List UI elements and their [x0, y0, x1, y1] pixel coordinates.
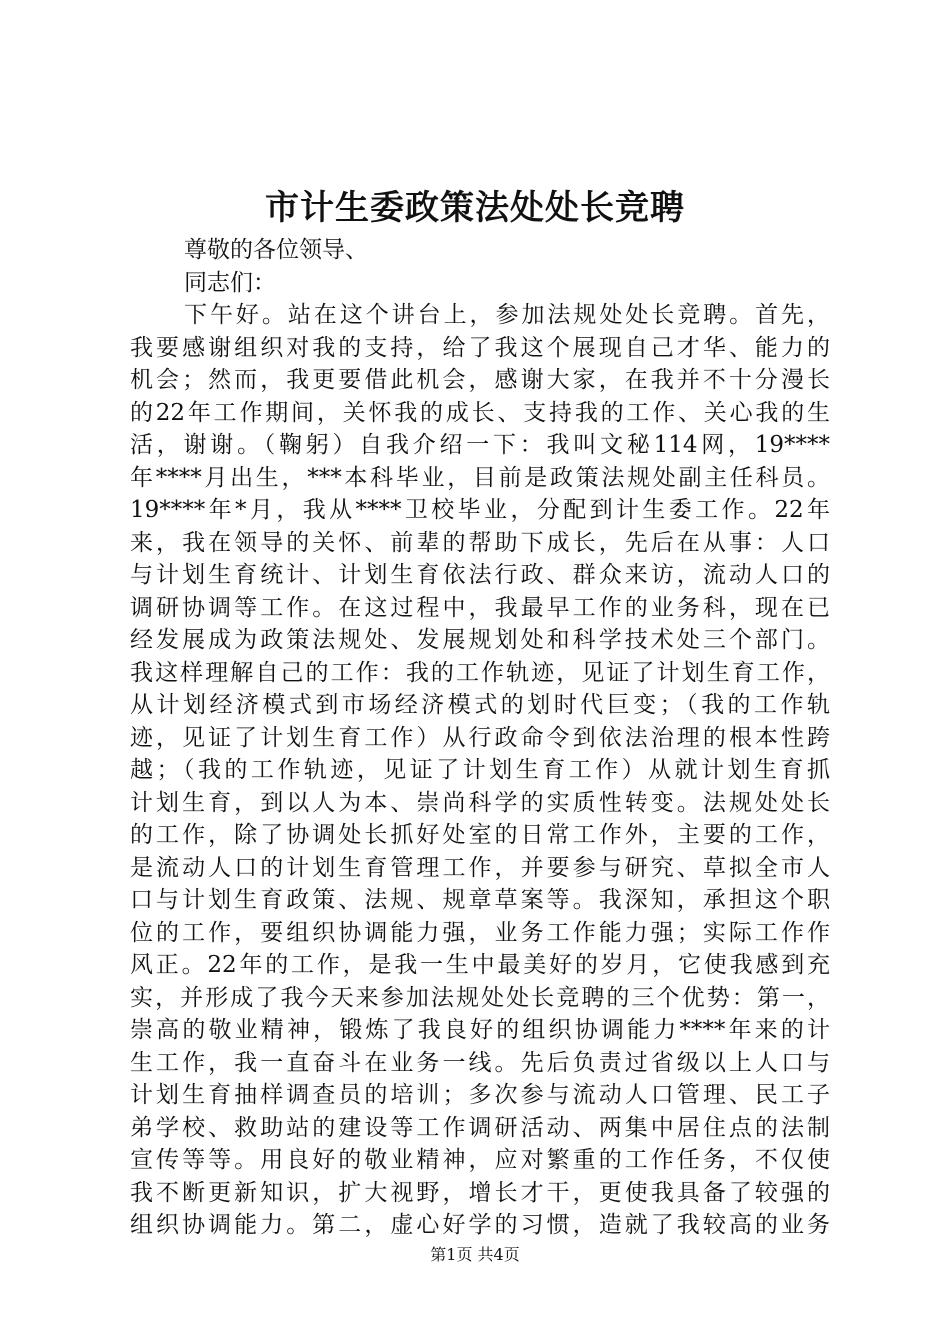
body-line: 来，我在领导的关怀、前辈的帮助下成长，先后在从事：人口: [130, 529, 830, 556]
body-line: 我这样理解自己的工作：我的工作轨迹，见证了计划生育工作，: [130, 659, 830, 686]
body-line: 我不断更新知识，扩大视野，增长才干，更使我具备了较强的: [130, 1179, 830, 1206]
body-line: 19****年*月，我从****卫校毕业，分配到计生委工作。22年: [130, 497, 830, 523]
body-line: 与计划生育统计、计划生育依法行政、群众来访，流动人口的: [130, 562, 830, 588]
body-line: 活，谢谢。（鞠躬）自我介绍一下：我叫文秘114网，19****: [130, 432, 830, 458]
body-line: 计划生育抽样调查员的培训；多次参与流动人口管理、民工子: [130, 1082, 830, 1108]
body-line: 的22年工作期间，关怀我的成长、支持我的工作、关心我的生: [130, 399, 830, 426]
body-line: 年****月出生，***本科毕业，目前是政策法规处副主任科员。: [130, 464, 830, 491]
body-line: 实，并形成了我今天来参加法规处处长竞聘的三个优势：第一，: [130, 984, 830, 1011]
body-line: 机会；然而，我更要借此机会，感谢大家，在我并不十分漫长: [130, 367, 830, 393]
body-line: 口与计划生育政策、法规、规章草案等。我深知，承担这个职: [130, 887, 830, 913]
document-body: [130, 234, 830, 1242]
body-line: 下午好。站在这个讲台上，参加法规处处长竞聘。首先，: [184, 302, 830, 328]
body-line: 的工作，除了协调处长抓好处室的日常工作外，主要的工作，: [130, 822, 830, 848]
body-line: 弟学校、救助站的建设等工作调研活动、两集中居住点的法制: [130, 1114, 830, 1141]
body-line: 风正。22年的工作，是我一生中最美好的岁月，它使我感到充: [130, 952, 830, 978]
body-line: 从计划经济模式到市场经济模式的划时代巨变；（我的工作轨: [130, 692, 830, 718]
page-footer: 第1页 共4页: [430, 1245, 520, 1264]
body-line: 迹，见证了计划生育工作）从行政命令到依法治理的根本性跨: [130, 724, 830, 751]
body-line: 生工作，我一直奋斗在业务一线。先后负责过省级以上人口与: [130, 1049, 830, 1076]
body-line: 崇高的敬业精神，锻炼了我良好的组织协调能力****年来的计: [130, 1017, 830, 1043]
body-line: 越；（我的工作轨迹，见证了计划生育工作）从就计划生育抓: [130, 757, 830, 783]
body-line: 是流动人口的计划生育管理工作，并要参与研究、草拟全市人: [130, 854, 830, 881]
document-title: 市计生委政策法处处长竞聘: [265, 188, 685, 228]
body-line: 尊敬的各位领导、: [184, 237, 368, 263]
body-line: 位的工作，要组织协调能力强，业务工作能力强；实际工作作: [130, 919, 830, 946]
body-line: 调研协调等工作。在这过程中，我最早工作的业务科，现在已: [130, 594, 830, 621]
body-line: 经发展成为政策法规处、发展规划处和科学技术处三个部门。: [130, 627, 830, 653]
body-line: 计划生育，到以人为本、崇尚科学的实质性转变。法规处处长: [130, 789, 830, 816]
body-line: 同志们：: [184, 269, 276, 296]
body-line: 我要感谢组织对我的支持，给了我这个展现自己才华、能力的: [130, 334, 830, 361]
body-line: 组织协调能力。第二，虚心好学的习惯，造就了我较高的业务: [130, 1212, 830, 1238]
body-line: 宣传等等。用良好的敬业精神，应对繁重的工作任务，不仅使: [130, 1147, 830, 1173]
